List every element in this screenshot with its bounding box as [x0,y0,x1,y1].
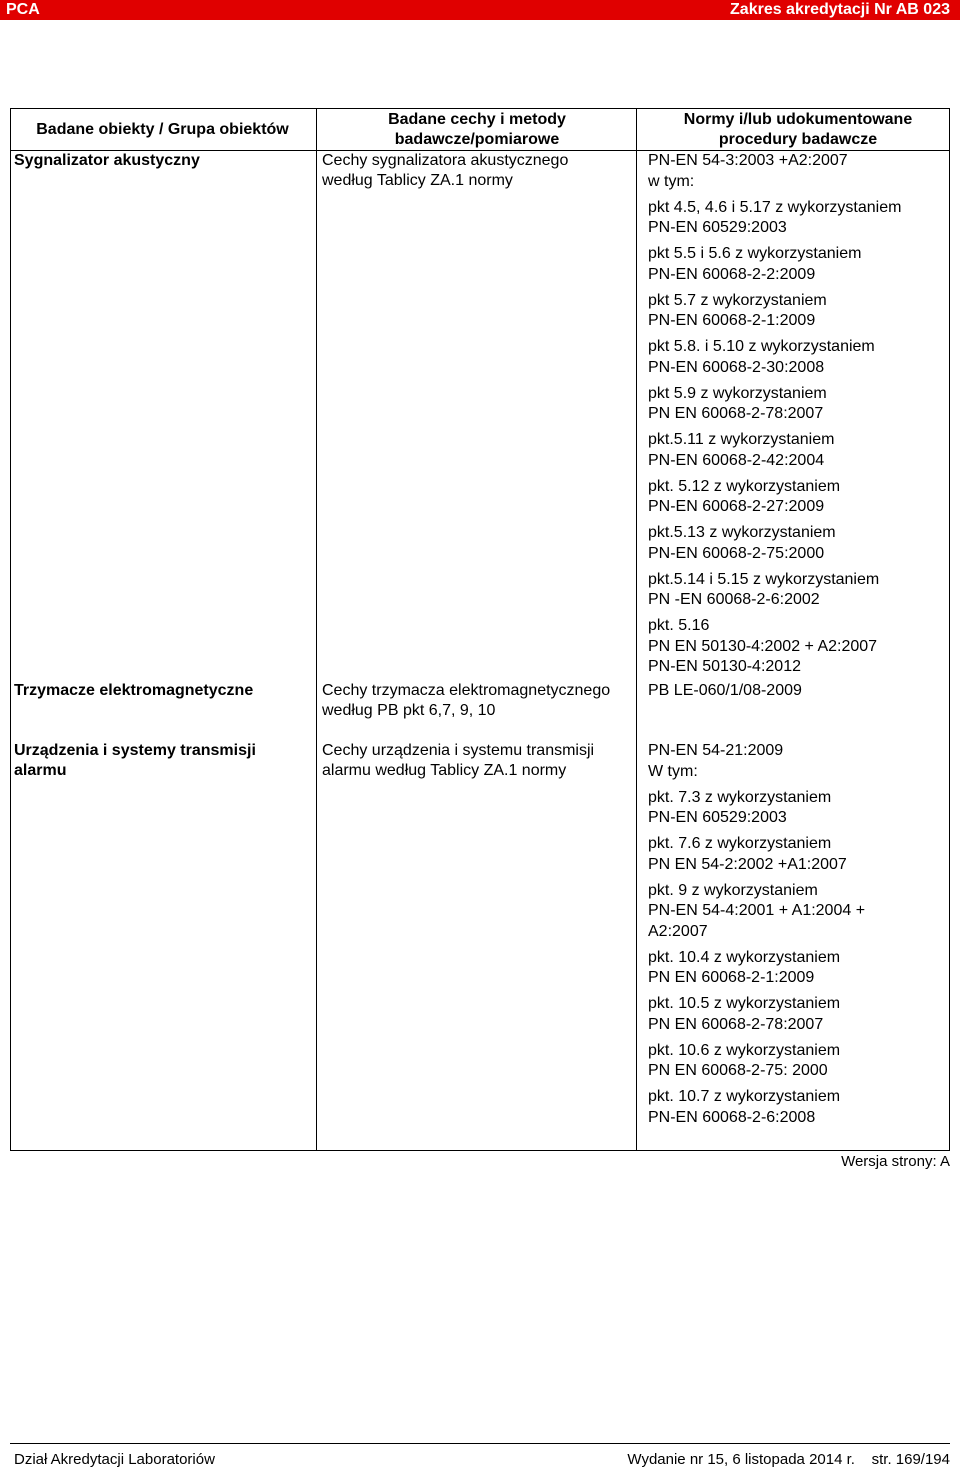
standard-line: pkt 5.8. i 5.10 z wykorzystaniem [648,338,875,355]
standard-line: pkt.5.14 i 5.15 z wykorzystaniem [648,570,880,588]
standard-line: PN-EN 60068-2-42:2004 [648,451,825,469]
standard-line: pkt. 5.16 [648,617,710,634]
feature-cell: Cechy sygnalizatora akustycznego według Tablicy ZA.1 normy [322,152,569,189]
header-bar [0,0,960,20]
standard-line: PN-EN 60068-2-1:2009 [648,312,816,329]
standard-line: pkt 4.5, 4.6 i 5.17 z wykorzystaniem [648,198,902,216]
standard-line: PN-EN 54-3:2003 +A2:2007 [648,152,848,169]
standard-line: PN-EN 54-4:2001 + A1:2004 + [648,902,866,919]
column-divider [316,108,317,1151]
standard-line: pkt. 10.7 z wykorzystaniem [648,1088,841,1105]
standards-cell [648,741,952,1128]
standard-line: PN-EN 60068-2-75:2000 [648,544,825,562]
accreditation-table [10,108,950,1151]
standard-line: PN-EN 50130-4:2012 [648,658,801,675]
standard-line: pkt. 10.6 z wykorzystaniem [648,1041,841,1059]
standard-line: PN-EN 60068-2-2:2009 [648,265,816,283]
object-cell: Sygnalizator akustyczny [14,152,200,169]
footer-divider [10,1443,950,1444]
standard-line: PN-EN 60068-2-30:2008 [648,358,825,376]
standard-line: pkt.5.11 z wykorzystaniem [648,431,835,448]
page-version: Wersja strony: A [841,1153,950,1170]
standard-line: pkt 5.5 i 5.6 z wykorzystaniem [648,245,862,262]
header-standards: Normy i/lub udokumentowane procedury badawcze [683,111,913,148]
feature-cell: Cechy urządzenia i systemu transmisji alarmu według Tablicy ZA.1 normy [322,742,595,779]
standard-line: PN EN 50130-4:2002 + A2:2007 [648,637,878,655]
standard-line: A2:2007 [648,922,708,940]
footer-issue: Wydanie nr 15, 6 listopada 2014 r. str. 169/194 [627,1451,950,1468]
standard-line: PB LE-060/1/08-2009 [648,682,802,699]
standard-line: pkt. 10.5 z wykorzystaniem [648,995,841,1012]
standard-line: W tym: [648,762,698,780]
standard-line: PN EN 60068-2-75: 2000 [648,1062,828,1079]
object-cell: Trzymacze elektromagnetyczne [14,682,254,699]
standard-line: PN-EN 60068-2-6:2008 [648,1108,816,1126]
column-divider [636,108,637,1151]
standards-cell [648,151,952,678]
standard-line: PN-EN 54-21:2009 [648,742,784,759]
standard-line: PN-EN 60529:2003 [648,809,787,826]
footer-department: Dział Akredytacji Laboratoriów [14,1451,215,1468]
standard-line: PN EN 54-2:2002 +A1:2007 [648,855,847,873]
standard-line: pkt. 7.3 z wykorzystaniem [648,788,832,806]
feature-cell: Cechy trzymacza elektromagnetycznego według PB pkt 6,7, 9, 10 [322,682,611,719]
standard-line: w tym: [648,172,695,190]
header-methods: Badane cechy i metody badawcze/pomiarowe [388,111,566,148]
document-title: Zakres akredytacji Nr AB 023 [730,1,950,18]
standard-line: pkt. 10.4 z wykorzystaniem [648,948,841,966]
standard-line: pkt. 5.12 z wykorzystaniem [648,477,841,495]
object-cell: Urządzenia i systemy transmisji alarmu [14,742,256,779]
standard-line: pkt 5.9 z wykorzystaniem [648,384,827,402]
org-name: PCA [6,1,40,18]
standard-line: pkt. 9 z wykorzystaniem [648,881,818,899]
standard-line: PN-EN 60529:2003 [648,219,787,236]
standard-line: pkt 5.7 z wykorzystaniem [648,291,827,309]
standard-line: pkt.5.13 z wykorzystaniem [648,524,836,541]
standard-line: PN -EN 60068-2-6:2002 [648,591,820,608]
standard-line: PN EN 60068-2-78:2007 [648,1015,824,1033]
standard-line: PN-EN 60068-2-27:2009 [648,498,825,515]
standard-line: pkt. 7.6 z wykorzystaniem [648,835,832,852]
standard-line: PN EN 60068-2-78:2007 [648,405,824,422]
header-objects: Badane obiekty / Grupa obiektów [36,121,289,138]
standard-line: PN EN 60068-2-1:2009 [648,969,815,986]
standards-cell [648,681,952,702]
